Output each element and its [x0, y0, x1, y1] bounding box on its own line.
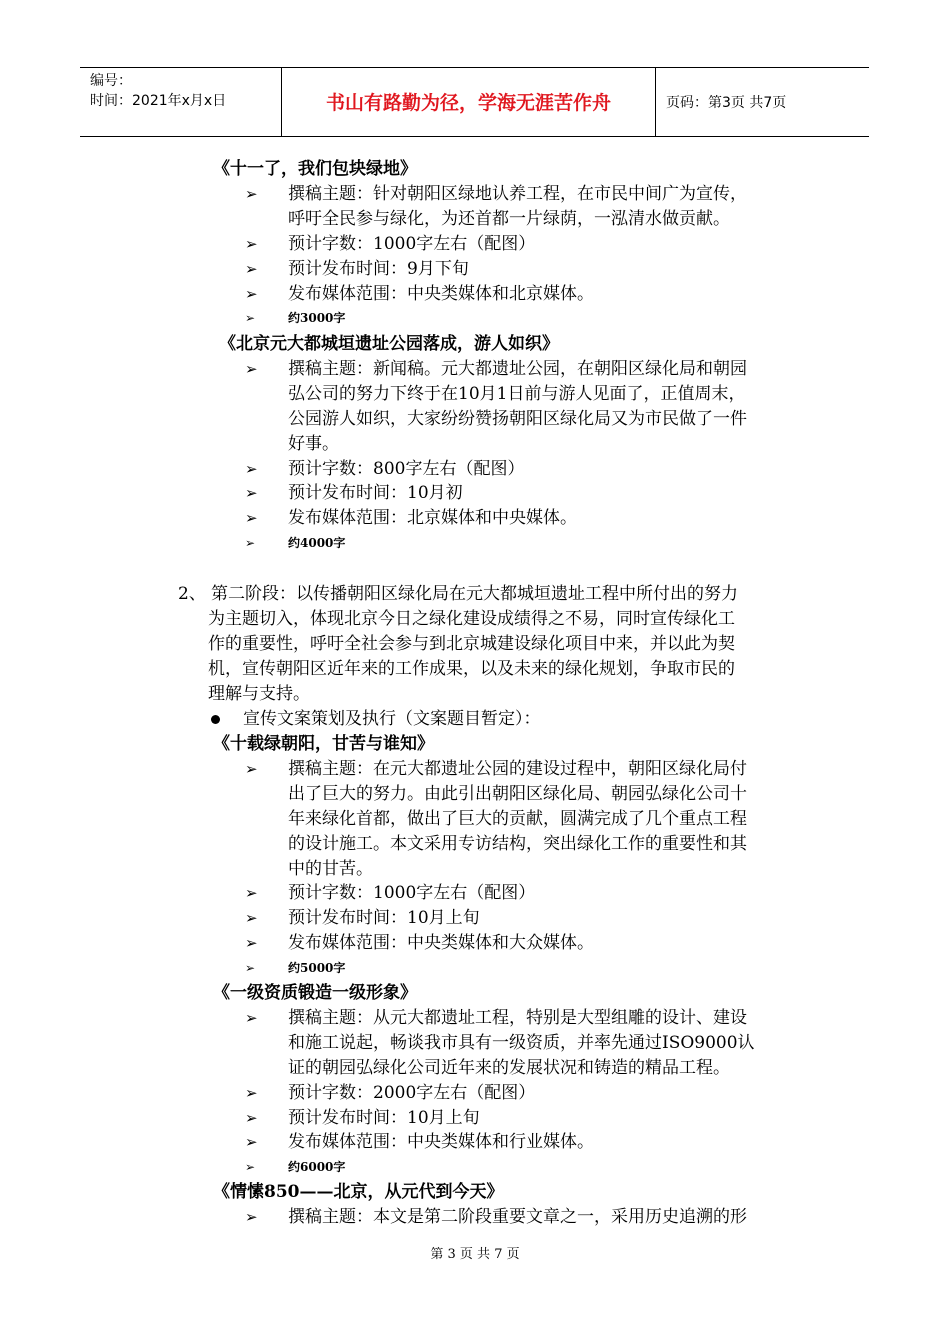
arrow-bullet-icon: ➢ — [245, 359, 258, 378]
arrow-bullet-icon: ➢ — [245, 459, 258, 478]
stage-paragraph-line: 机，宣传朝阳区近年来的工作成果，以及未来的绿化规划，争取市民的 — [208, 658, 735, 679]
list-item-text: 发布媒体范围：中央类媒体和北京媒体。 — [288, 283, 594, 304]
list-item-text: 弘公司的努力下终于在10月1日前与游人见面了，正值周末， — [288, 383, 746, 404]
header-divider — [655, 68, 656, 136]
list-item-text: 预计字数：2000字左右（配图） — [288, 1082, 536, 1103]
list-item-text: 预计字数：1000字左右（配图） — [288, 233, 536, 254]
arrow-bullet-icon: ➢ — [245, 184, 258, 203]
list-item-text: 预计发布时间：10月初 — [288, 483, 463, 504]
list-item-text: 呼吁全民参与绿化，为还首都一片绿荫，一泓清水做贡献。 — [288, 208, 730, 229]
list-item-text: 撰稿主题：本文是第二阶段重要文章之一，采用历史追溯的形 — [288, 1206, 747, 1227]
header-number-label: 编号： — [90, 73, 132, 89]
list-item-text: 中的甘苦。 — [288, 858, 373, 879]
list-item-text: 撰稿主题：在元大都遗址公园的建设过程中，朝阳区绿化局付 — [288, 758, 747, 779]
bullet-dot-icon — [211, 715, 220, 724]
list-item-text: 撰稿主题：针对朝阳区绿地认养工程，在市民中间广为宣传， — [288, 183, 747, 204]
list-item-text: 出了巨大的努力。由此引出朝阳区绿化局、朝园弘绿化公司十 — [288, 783, 747, 804]
header-date-label: 时间：2021年x月x日 — [90, 93, 227, 109]
section-title: 《情愫850——北京，从元代到今天》 — [213, 1182, 504, 1202]
stage-paragraph-line: 作的重要性，呼吁全社会参与到北京城建设绿化项目中来，并以此为契 — [208, 633, 735, 654]
list-item-text: 证的朝园弘绿化公司近年来的发展状况和铸造的精品工程。 — [288, 1057, 730, 1078]
word-count-total: 约5000字 — [288, 961, 346, 976]
arrow-bullet-icon: ➢ — [245, 536, 256, 551]
list-item-text: 预计发布时间：10月上旬 — [288, 1107, 480, 1128]
header-motto: 书山有路勤为径，学海无涯苦作舟 — [325, 92, 611, 114]
section-title: 《十载绿朝阳，甘苦与谁知》 — [213, 734, 434, 754]
list-item-text: 撰稿主题：新闻稿。元大都遗址公园，在朝阳区绿化局和朝园 — [288, 358, 747, 379]
bullet-text: 宣传文案策划及执行（文案题目暂定）： — [243, 708, 541, 729]
arrow-bullet-icon: ➢ — [245, 259, 258, 278]
arrow-bullet-icon: ➢ — [245, 1207, 258, 1226]
list-item-text: 发布媒体范围：中央类媒体和行业媒体。 — [288, 1132, 594, 1153]
list-item-text: 的设计施工。本文采用专访结构，突出绿化工作的重要性和其 — [288, 833, 747, 854]
header-page-label: 页码：第3页 共7页 — [666, 95, 787, 111]
list-item-text: 好事。 — [288, 433, 339, 454]
list-item-text: 发布媒体范围：北京媒体和中央媒体。 — [288, 508, 577, 529]
list-item-text: 预计发布时间：10月上旬 — [288, 908, 480, 929]
page-header — [80, 67, 869, 137]
arrow-bullet-icon: ➢ — [245, 934, 258, 953]
arrow-bullet-icon: ➢ — [245, 884, 258, 903]
arrow-bullet-icon: ➢ — [245, 1083, 258, 1102]
section-title: 《十一了，我们包块绿地》 — [213, 159, 417, 179]
list-item-text: 撰稿主题：从元大都遗址工程，特别是大型组雕的设计、建设 — [288, 1007, 747, 1028]
arrow-bullet-icon: ➢ — [245, 759, 258, 778]
arrow-bullet-icon: ➢ — [245, 909, 258, 928]
arrow-bullet-icon: ➢ — [245, 311, 256, 326]
arrow-bullet-icon: ➢ — [245, 1108, 258, 1127]
arrow-bullet-icon: ➢ — [245, 284, 258, 303]
list-item-text: 预计字数：800字左右（配图） — [288, 458, 525, 479]
arrow-bullet-icon: ➢ — [245, 1160, 256, 1175]
stage-paragraph-line: 理解与支持。 — [208, 683, 310, 704]
arrow-bullet-icon: ➢ — [245, 1133, 258, 1152]
section-title: 《北京元大都城垣遗址公园落成，游人如织》 — [219, 334, 559, 354]
page-footer: 第 3 页 共 7 页 — [430, 1247, 520, 1262]
arrow-bullet-icon: ➢ — [245, 1008, 258, 1027]
list-item-text: 年来绿化首都，做出了巨大的贡献，圆满完成了几个重点工程 — [288, 808, 747, 829]
list-item-text: 预计发布时间：9月下旬 — [288, 258, 469, 279]
list-item-text: 发布媒体范围：中央类媒体和大众媒体。 — [288, 933, 594, 954]
list-item-text: 和施工说起，畅谈我市具有一级资质，并率先通过ISO9000认 — [288, 1032, 755, 1053]
list-item-text: 公园游人如织，大家纷纷赞扬朝阳区绿化局又为市民做了一件 — [288, 408, 747, 429]
arrow-bullet-icon: ➢ — [245, 234, 258, 253]
word-count-total: 约6000字 — [288, 1160, 346, 1175]
list-item-text: 预计字数：1000字左右（配图） — [288, 883, 536, 904]
word-count-total: 约3000字 — [288, 311, 346, 326]
arrow-bullet-icon: ➢ — [245, 484, 258, 503]
stage-paragraph-line: 为主题切入，体现北京今日之绿化建设成绩得之不易，同时宣传绿化工 — [208, 608, 735, 629]
word-count-total: 约4000字 — [288, 536, 346, 551]
arrow-bullet-icon: ➢ — [245, 961, 256, 976]
stage-number: 2、 — [178, 584, 206, 604]
stage-paragraph-line: 第二阶段：以传播朝阳区绿化局在元大都城垣遗址工程中所付出的努力 — [211, 584, 738, 604]
section-title: 《一级资质锻造一级形象》 — [213, 983, 417, 1003]
arrow-bullet-icon: ➢ — [245, 509, 258, 528]
